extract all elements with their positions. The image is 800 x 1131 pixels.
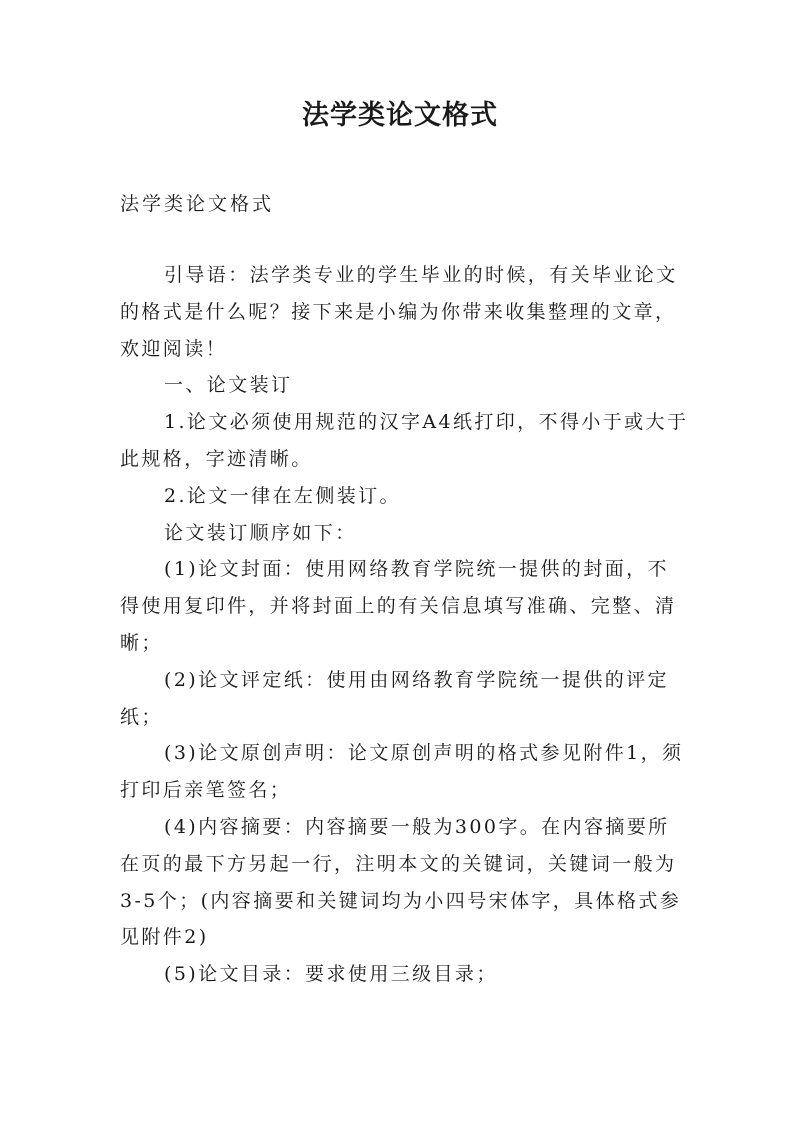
- paragraph-declaration: (3)论文原创声明：论文原创声明的格式参见附件1，须打印后亲笔签名；: [120, 742, 684, 802]
- paragraph-item-1: 1.论文必须使用规范的汉字A4纸打印，不得小于或大于此规格，字迹清晰。: [120, 411, 689, 470]
- paragraph-binding-order: 论文装订顺序如下：: [164, 521, 357, 544]
- section-heading-binding: 一、论文装订: [164, 374, 293, 397]
- paragraph-abstract: (4)内容摘要：内容摘要一般为300字。在内容摘要所在页的最下方另起一行，注明本文的关键词，关键词一般为3-5个；(内容摘要和关键词均为小四号宋体字，具体格式参见附件2): [120, 815, 682, 949]
- document-subtitle: 法学类论文格式: [120, 193, 275, 215]
- paragraph-evaluation: (2)论文评定纸：使用由网络教育学院统一提供的评定纸；: [120, 668, 669, 728]
- paragraph-toc: (5)论文目录：要求使用三级目录；: [164, 963, 498, 986]
- paragraph-cover: (1)论文封面：使用网络教育学院统一提供的封面，不得使用复印件，并将封面上的有关信息填写准确、完整、清晰；: [120, 558, 677, 654]
- document-title: 法学类论文格式: [302, 100, 498, 131]
- document-body: [120, 257, 690, 993]
- paragraph-intro: 引导语：法学类专业的学生毕业的时候，有关毕业论文的格式是什么呢？接下来是小编为你带来收集整理的文章，欢迎阅读！: [120, 264, 678, 360]
- paragraph-item-2: 2.论文一律在左侧装订。: [164, 484, 401, 507]
